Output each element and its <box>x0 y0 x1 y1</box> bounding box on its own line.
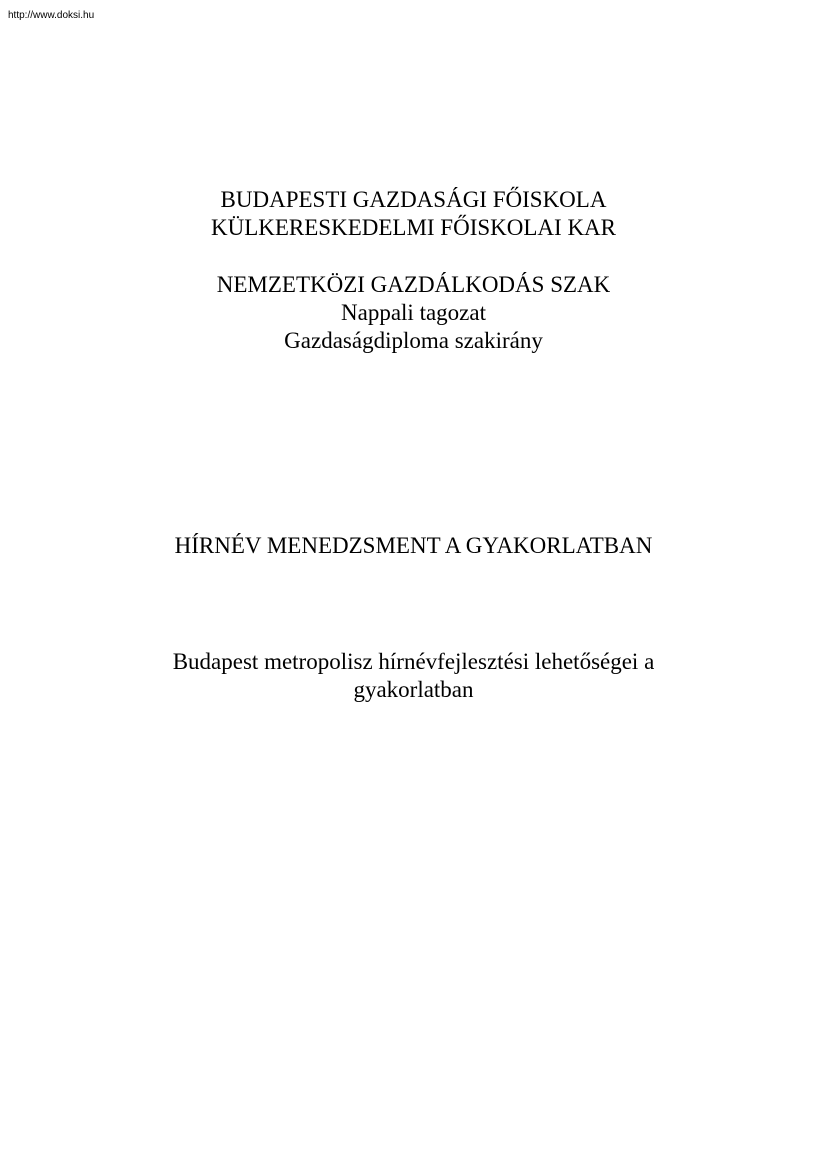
school-name: BUDAPESTI GAZDASÁGI FŐISKOLA <box>220 187 607 212</box>
major-name: NEMZETKÖZI GAZDÁLKODÁS SZAK <box>216 272 611 297</box>
thesis-subtitle-line-1: Budapest metropolisz hírnévfejlesztési lehetőségei a <box>172 649 655 674</box>
institution-block <box>0 186 827 242</box>
thesis-title-text: HÍRNÉV MENEDZSMENT A GYAKORLATBAN <box>174 533 653 558</box>
thesis-subtitle <box>0 648 827 704</box>
thesis-title <box>0 532 827 560</box>
specialization: Gazdaságdiploma szakirány <box>284 328 543 353</box>
faculty-name: KÜLKERESKEDELMI FŐISKOLAI KAR <box>210 215 617 240</box>
program-block <box>0 271 827 355</box>
study-mode: Nappali tagozat <box>341 300 486 325</box>
thesis-subtitle-line-2: gyakorlatban <box>353 677 474 702</box>
source-url[interactable]: http://www.doksi.hu <box>8 10 95 21</box>
